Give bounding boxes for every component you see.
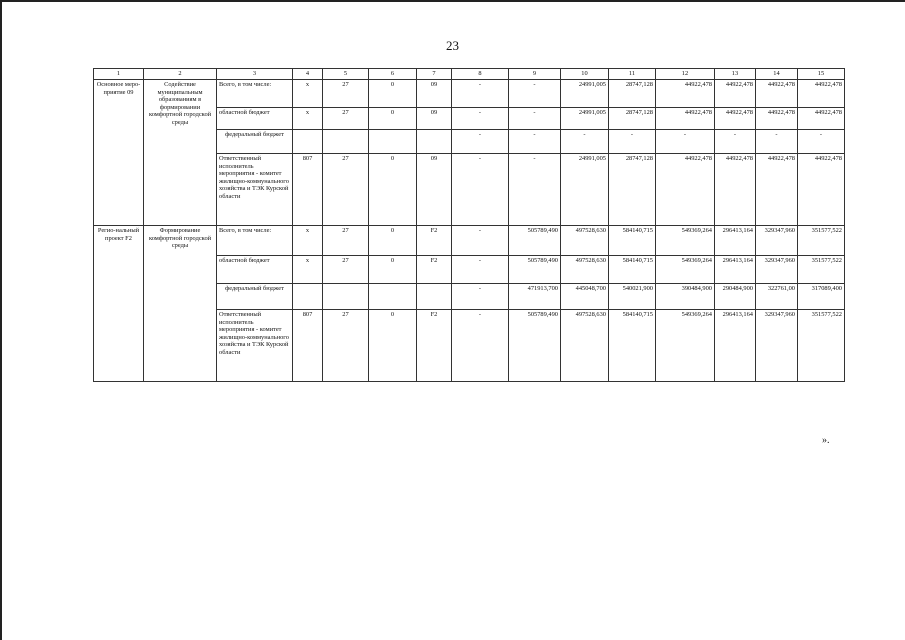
activity-name-cell: Формирование комфортной городской среды [144, 226, 217, 382]
col-header-3: 3 [217, 69, 293, 80]
value-cell: 497528,630 [561, 256, 609, 284]
value-cell: 44922,478 [656, 154, 715, 226]
source-cell: областной бюджет [217, 108, 293, 130]
value-cell: 0 [369, 108, 417, 130]
value-cell: 09 [417, 80, 452, 108]
value-cell: - [452, 226, 509, 256]
value-cell: - [452, 130, 509, 154]
value-cell: - [452, 80, 509, 108]
value-cell: 44922,478 [715, 154, 756, 226]
value-cell: - [452, 108, 509, 130]
value-cell: 322761,00 [756, 284, 798, 310]
value-cell: 44922,478 [756, 80, 798, 108]
value-cell: 497528,630 [561, 226, 609, 256]
value-cell: 351577,522 [798, 256, 845, 284]
value-cell: 317089,400 [798, 284, 845, 310]
value-cell: - [509, 154, 561, 226]
col-header-7: 7 [417, 69, 452, 80]
value-cell: 505789,490 [509, 226, 561, 256]
scan-border-left [0, 0, 2, 640]
value-cell: 540021,900 [609, 284, 656, 310]
value-cell: 584140,715 [609, 310, 656, 382]
value-cell: 0 [369, 256, 417, 284]
value-cell: 445048,700 [561, 284, 609, 310]
value-cell: - [452, 154, 509, 226]
activity-name-cell: Содействие муниципальным образованиям в формировании комфортной городской среды [144, 80, 217, 226]
value-cell: - [656, 130, 715, 154]
budget-table [93, 68, 845, 382]
value-cell: 549369,264 [656, 226, 715, 256]
value-cell: 584140,715 [609, 226, 656, 256]
value-cell: 549369,264 [656, 256, 715, 284]
value-cell: 807 [293, 154, 323, 226]
value-cell: 549369,264 [656, 310, 715, 382]
value-cell [293, 284, 323, 310]
value-cell: х [293, 226, 323, 256]
value-cell: 584140,715 [609, 256, 656, 284]
value-cell: 27 [323, 154, 369, 226]
value-cell: 505789,490 [509, 256, 561, 284]
value-cell [323, 130, 369, 154]
value-cell: х [293, 256, 323, 284]
value-cell: F2 [417, 226, 452, 256]
value-cell: 329347,960 [756, 310, 798, 382]
value-cell: - [452, 256, 509, 284]
source-cell: Всего, в том числе: [217, 80, 293, 108]
table-row [94, 80, 845, 108]
value-cell: F2 [417, 310, 452, 382]
value-cell: 296413,164 [715, 226, 756, 256]
source-cell: Ответственный исполнитель мероприятия - комитет жилищно-коммунального хозяйства и ТЭК Курской области [217, 154, 293, 226]
col-header-15: 15 [798, 69, 845, 80]
value-cell: - [509, 108, 561, 130]
col-header-2: 2 [144, 69, 217, 80]
source-cell: Всего, в том числе: [217, 226, 293, 256]
value-cell: - [509, 130, 561, 154]
value-cell: 27 [323, 310, 369, 382]
value-cell: х [293, 80, 323, 108]
value-cell [417, 130, 452, 154]
source-cell: областной бюджет [217, 256, 293, 284]
value-cell: 329347,960 [756, 256, 798, 284]
value-cell: 471913,700 [509, 284, 561, 310]
value-cell: 0 [369, 80, 417, 108]
value-cell: 44922,478 [656, 108, 715, 130]
source-cell: федеральный бюджет [217, 284, 293, 310]
col-header-4: 4 [293, 69, 323, 80]
col-header-12: 12 [656, 69, 715, 80]
value-cell: - [798, 130, 845, 154]
value-cell: 44922,478 [756, 154, 798, 226]
scan-border-top [0, 0, 905, 2]
value-cell: 44922,478 [798, 154, 845, 226]
value-cell [369, 284, 417, 310]
col-header-6: 6 [369, 69, 417, 80]
value-cell: 44922,478 [715, 80, 756, 108]
col-header-13: 13 [715, 69, 756, 80]
table-row [94, 226, 845, 256]
closing-quote: ». [822, 435, 830, 446]
value-cell: 351577,522 [798, 226, 845, 256]
col-header-11: 11 [609, 69, 656, 80]
value-cell [323, 284, 369, 310]
value-cell: - [715, 130, 756, 154]
value-cell: 24991,005 [561, 154, 609, 226]
value-cell: 390484,900 [656, 284, 715, 310]
col-header-1: 1 [94, 69, 144, 80]
value-cell: 09 [417, 108, 452, 130]
activity-code-cell: Регио-нальный проект F2 [94, 226, 144, 382]
value-cell [369, 130, 417, 154]
col-header-10: 10 [561, 69, 609, 80]
value-cell: 27 [323, 256, 369, 284]
value-cell: 28747,128 [609, 154, 656, 226]
value-cell: 0 [369, 154, 417, 226]
value-cell: 505789,490 [509, 310, 561, 382]
value-cell [417, 284, 452, 310]
value-cell: 0 [369, 226, 417, 256]
value-cell: 329347,960 [756, 226, 798, 256]
value-cell: F2 [417, 256, 452, 284]
value-cell: 44922,478 [756, 108, 798, 130]
value-cell: 24991,005 [561, 108, 609, 130]
value-cell: 296413,164 [715, 310, 756, 382]
value-cell: - [509, 80, 561, 108]
value-cell: - [452, 284, 509, 310]
value-cell: - [609, 130, 656, 154]
col-header-14: 14 [756, 69, 798, 80]
value-cell: 807 [293, 310, 323, 382]
source-cell: федеральный бюджет [217, 130, 293, 154]
value-cell: - [452, 310, 509, 382]
value-cell: 290484,900 [715, 284, 756, 310]
value-cell: 44922,478 [798, 108, 845, 130]
header-row [94, 69, 845, 80]
value-cell: - [561, 130, 609, 154]
col-header-9: 9 [509, 69, 561, 80]
source-cell: Ответственный исполнитель мероприятия - комитет жилищно-коммунального хозяйства и ТЭК Курской области [217, 310, 293, 382]
value-cell: 0 [369, 310, 417, 382]
value-cell: 27 [323, 226, 369, 256]
activity-code-cell: Основное меро-приятие 09 [94, 80, 144, 226]
value-cell: 24991,005 [561, 80, 609, 108]
value-cell: 351577,522 [798, 310, 845, 382]
col-header-8: 8 [452, 69, 509, 80]
value-cell: 28747,128 [609, 80, 656, 108]
value-cell: 296413,164 [715, 256, 756, 284]
col-header-5: 5 [323, 69, 369, 80]
group-regional-project-f2 [94, 226, 845, 382]
value-cell: 44922,478 [656, 80, 715, 108]
value-cell: 28747,128 [609, 108, 656, 130]
value-cell [293, 130, 323, 154]
value-cell: 497528,630 [561, 310, 609, 382]
group-main-activity-09 [94, 80, 845, 226]
value-cell: 44922,478 [798, 80, 845, 108]
value-cell: 09 [417, 154, 452, 226]
value-cell: 27 [323, 80, 369, 108]
value-cell: - [756, 130, 798, 154]
value-cell: 44922,478 [715, 108, 756, 130]
value-cell: х [293, 108, 323, 130]
page-number: 23 [446, 38, 459, 53]
value-cell: 27 [323, 108, 369, 130]
